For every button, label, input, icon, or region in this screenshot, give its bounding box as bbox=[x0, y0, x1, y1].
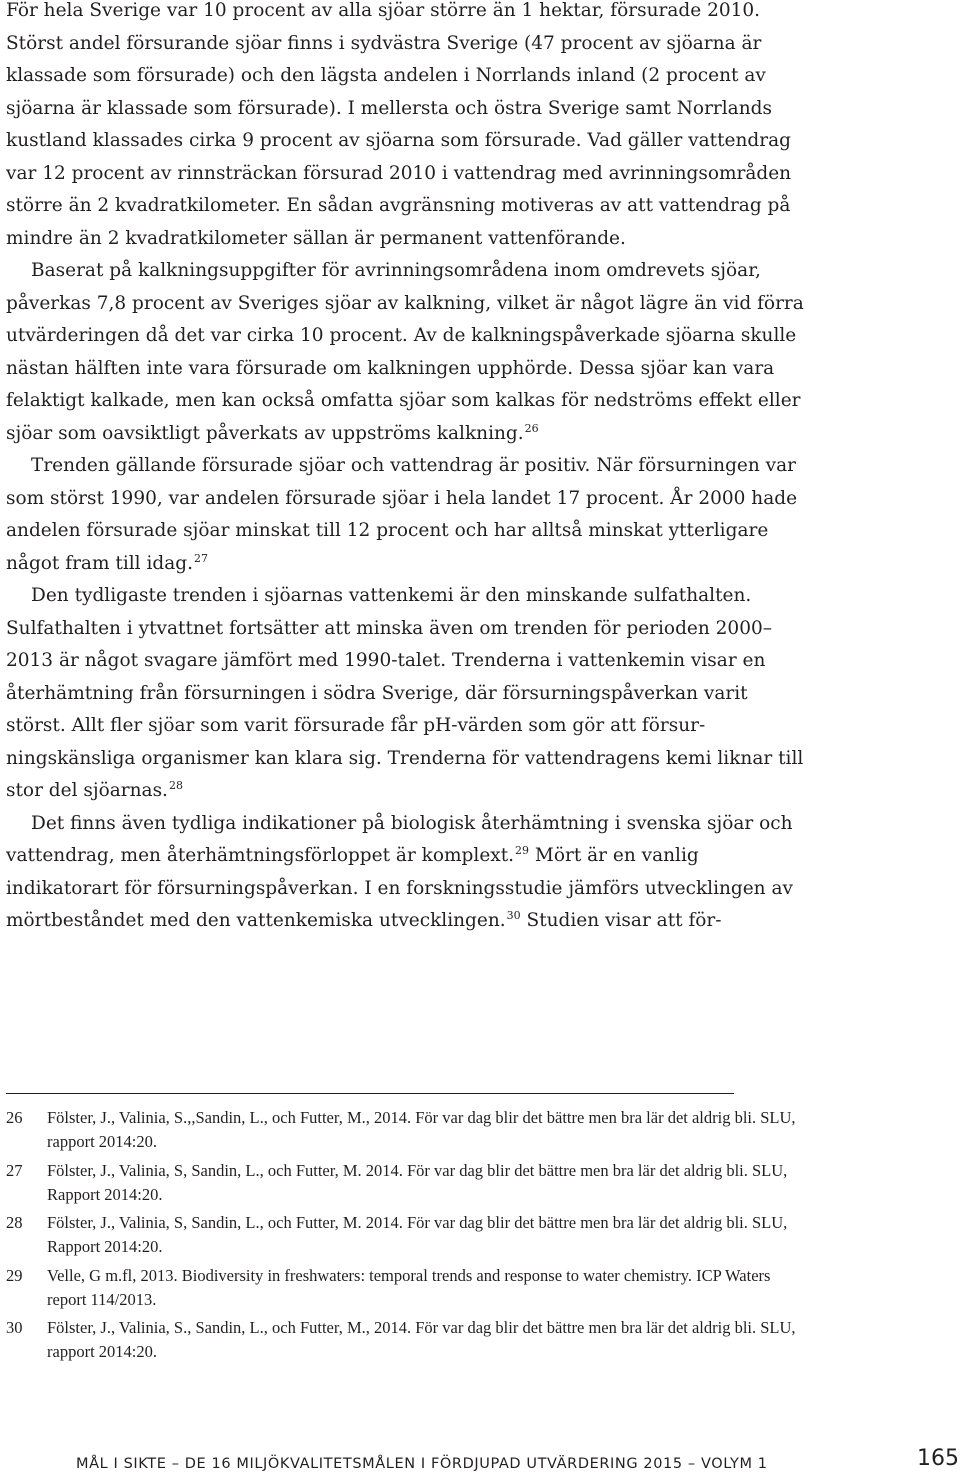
footnote bbox=[6, 1264, 806, 1312]
footnote-number: 28 bbox=[6, 1213, 23, 1232]
footnote-number: 29 bbox=[6, 1265, 23, 1285]
footnote-number: 26 bbox=[6, 1108, 23, 1127]
paragraph bbox=[6, 808, 806, 938]
paragraph-text: För hela Sverige var 10 procent av alla sjöar större än 1 hektar, försurade 2010. Störst andel försurande sjöar finns i sydvästra Sverige (47 procent av sjöarna är klassade som försurade) och den lägsta andelen i Norrlands inland (2 procent av sjöarna är klassade som försurade). I mellersta och östra Sverige samt Norrlands kustland klassades cirka 9 procent av sjöarna som försurade. Vad gäller vattendrag var 12 procent av rinnsträckan försurad 2010 i vattendrag med avrinningsområden större än 2 kvadratkilometer. En sådan avgränsning motiveras av att vattendrag på mindre än 2 kvadratkilometer sällan är permanent vattenförande. bbox=[6, 0, 792, 249]
paragraph-text: Baserat på kalkningsuppgifter för avrinningsområdena inom omdrevets sjöar, påverkas 7,8 procent av Sveriges sjöar av kalkning, vilket är något lägre än vid förra utvärderingen då det var cirka 10 procent. Av de kalkningspåverkade sjöarna skulle nästan hälften inte vara försurade om kalkningen upphörde. Dessa sjöar kan vara felaktigt kalkade, men kan också omfatta sjöar som kalkas för nedströms effekt eller sjöar som oavsiktligt påverkats av uppströms kalkning. bbox=[6, 260, 804, 444]
paragraph-text: Den tydligaste trenden i sjöarnas vattenkemi är den minskande sulfathalten. Sulfathalten i ytvattnet fortsätter att minska även om trenden för perioden 2000–2013 är något svagare jämfört med 1990-talet. Trenderna i vattenkemin visar en återhämtning från försurningen i södra Sverige, där försurningspåverkan varit störst. Allt fler sjöar som varit försurade får pH-värden som gör att försurningskänsliga organismer kan klara sig. Trenderna för vattendragens kemi liknar till stor del sjöarnas. bbox=[6, 585, 804, 801]
footnote-ref: 26 bbox=[524, 421, 539, 435]
body-text bbox=[6, 0, 806, 938]
page-number: 165 bbox=[917, 1446, 959, 1471]
running-footer: MÅL I SIKTE – DE 16 MILJÖKVALITETSMÅLEN I FÖRDJUPAD UTVÄRDERING 2015 – VOLYM 1 bbox=[76, 1456, 768, 1472]
paragraph bbox=[6, 255, 806, 450]
footnote bbox=[6, 1211, 806, 1259]
footnote-text: Velle, G m.fl, 2013. Biodiversity in freshwaters: temporal trends and response to water chemistry. ICP Waters report 114/2013. bbox=[47, 1265, 771, 1309]
footnote-number: 30 bbox=[6, 1318, 23, 1337]
footnote-number: 27 bbox=[6, 1160, 23, 1180]
paragraph bbox=[6, 0, 806, 255]
footnotes bbox=[6, 1106, 806, 1369]
paragraph bbox=[6, 580, 806, 808]
footnote-text: Fölster, J., Valinia, S., Sandin, L., och Futter, M., 2014. För var dag blir det bättre men bra lär det aldrig bli. SLU, rapport 2014:20. bbox=[47, 1318, 796, 1361]
footnote-divider bbox=[6, 1093, 734, 1094]
footnote bbox=[6, 1159, 806, 1207]
footnote-ref: 29 bbox=[515, 844, 530, 857]
footnote-text: Fölster, J., Valinia, S, Sandin, L., och Futter, M. 2014. För var dag blir det bättre men bra lär det aldrig bli. SLU, Rapport 2014:20. bbox=[47, 1160, 788, 1204]
footnote bbox=[6, 1106, 806, 1154]
footnote-text: Fölster, J., Valinia, S, Sandin, L., och Futter, M. 2014. För var dag blir det bättre men bra lär det aldrig bli. SLU, Rapport 2014:20. bbox=[47, 1213, 788, 1256]
footnote-ref: 28 bbox=[168, 779, 183, 792]
footnote-text: Fölster, J., Valinia, S.,,Sandin, L., och Futter, M., 2014. För var dag blir det bättre men bra lär det aldrig bli. SLU, rapport 2014:20. bbox=[47, 1108, 796, 1151]
paragraph-text: Studien visar att för- bbox=[520, 910, 722, 931]
paragraph-text: Trenden gällande försurade sjöar och vattendrag är positiv. När försurningen var som störst 1990, var andelen försurade sjöar i hela landet 17 procent. År 2000 hade andelen försurade sjöar minskat till 12 procent och har alltså minskat ytterligare något fram till idag. bbox=[6, 455, 798, 574]
paragraph bbox=[6, 450, 806, 580]
paragraph-text: Mört är en vanlig indikatorart för försurningspåverkan. I en forskningsstudie jämförs utvecklingen av mörtbeståndet med den vattenkemiska utvecklingen. bbox=[6, 845, 793, 931]
footnote bbox=[6, 1316, 806, 1364]
footnote-ref: 30 bbox=[506, 909, 521, 922]
footnote-ref: 27 bbox=[193, 551, 208, 565]
paragraph-text: Det finns även tydliga indikationer på biologisk återhämtning i svenska sjöar och vattendrag, men återhämtningsförloppet är komplext. bbox=[6, 812, 793, 866]
